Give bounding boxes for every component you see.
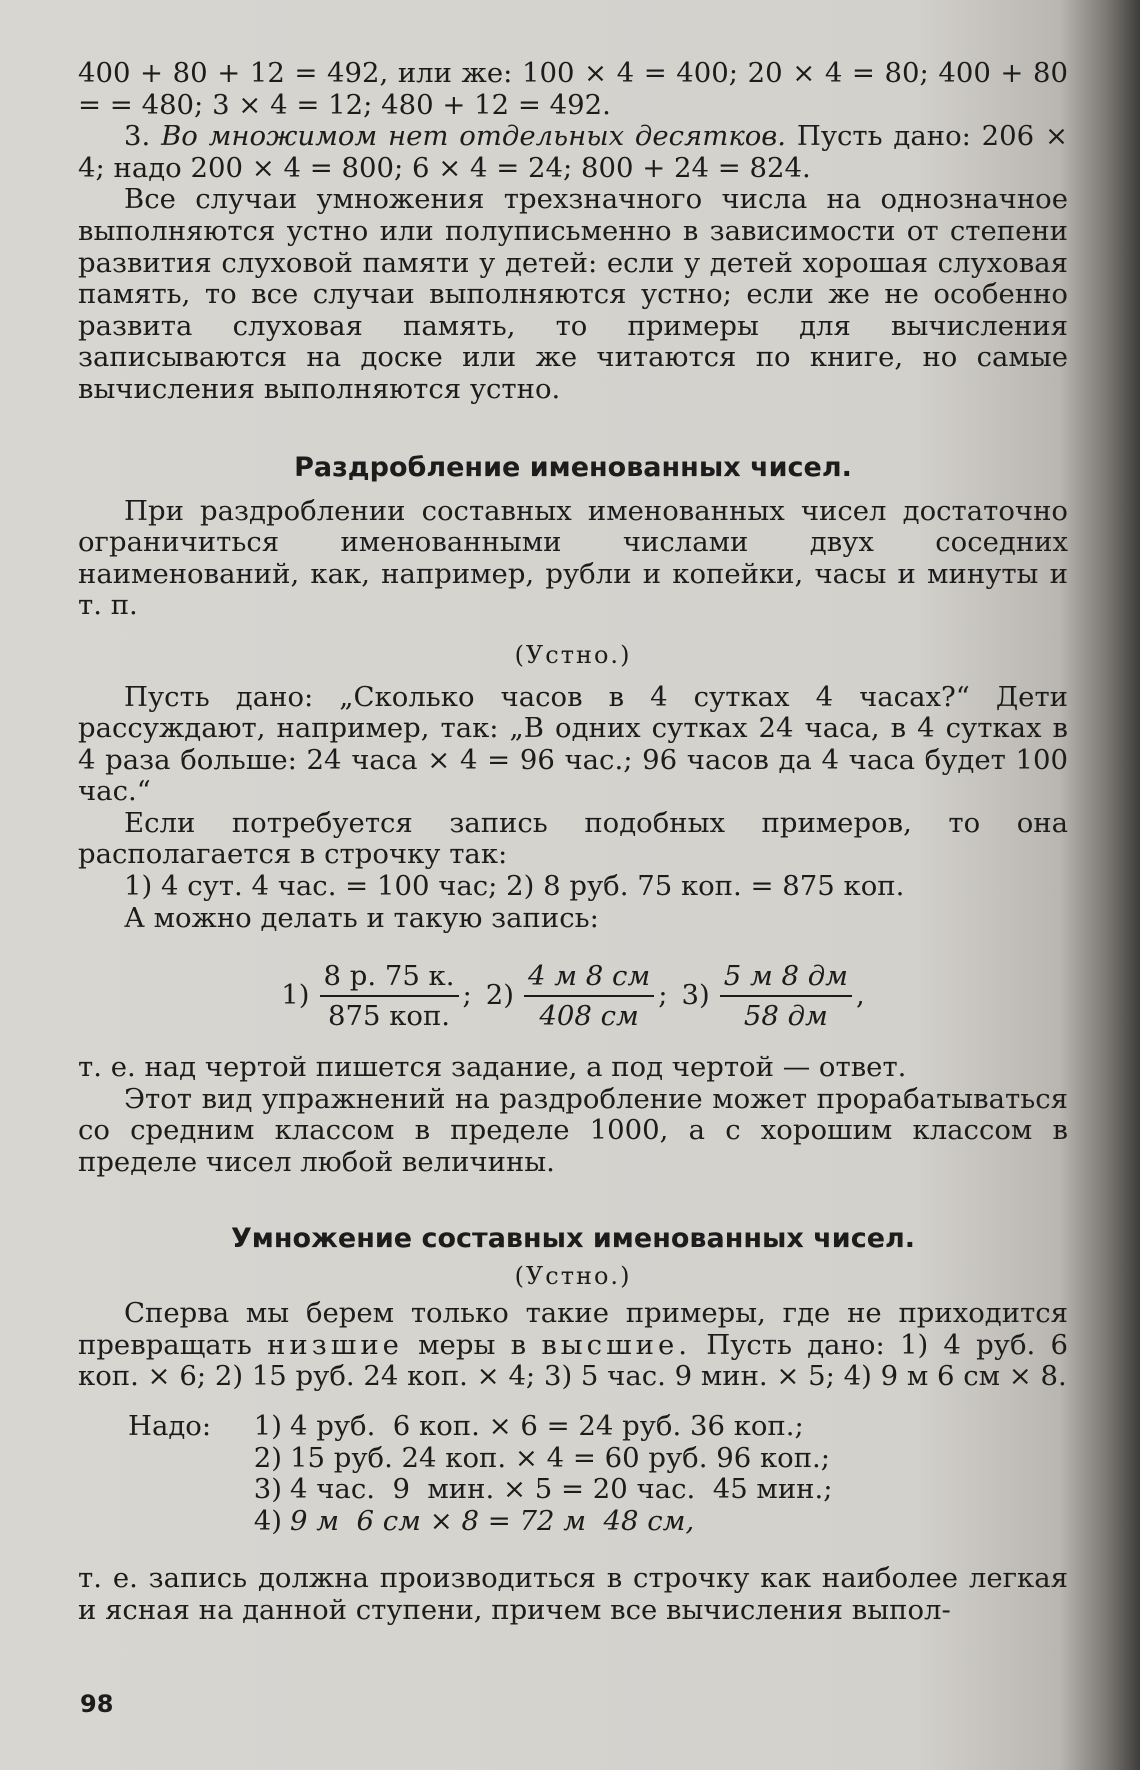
fraction-top: 4 м 8 см	[524, 959, 654, 997]
fraction-bottom: 58 дм	[743, 1000, 828, 1033]
paragraph-text: Сперва мы берем только такие примеры, где не приходится превращать	[78, 1297, 1068, 1361]
paragraph: т. е. над чертой пишется задание, а под чертой — ответ.	[78, 1051, 907, 1084]
paragraph: А можно делать и такую запись:	[124, 901, 599, 934]
oral-note: (Устно.)	[514, 640, 632, 669]
calculation-row	[128, 1474, 1068, 1506]
text-line: 400 + 80 + 12 = 492, или же: 100 × 4 = 400; 20 × 4 = 80; 400 + 80 = = 480; 3 × 4 = 12; 480 + 12 = 492.	[78, 57, 1068, 121]
calculation-text: 4 час. 9 мин. × 5 = 20 час. 45 мин.;	[290, 1473, 833, 1506]
fraction-separator: ;	[658, 979, 668, 1012]
fraction	[524, 959, 654, 1033]
spaced-word: высшие.	[541, 1328, 691, 1361]
item-number: 3.	[124, 120, 151, 153]
fraction-top: 5 м 8 дм	[720, 959, 852, 997]
calculation-text: 4 руб. 6 коп. × 6 = 24 руб. 36 коп.;	[290, 1410, 804, 1442]
calculation-row	[128, 1443, 1068, 1475]
oral-note: (Устно.)	[514, 1261, 632, 1290]
fraction	[320, 959, 459, 1033]
fraction-separator: ,	[855, 979, 865, 1012]
paragraph: Пусть дано: „Сколько часов в 4 сутках 4 часах?“ Дети рассуждают, например, так: „В одних сутках 24 часа, в 4 сутках в 4 раза больше: 24 часа × 4 = 96 час.; 96 часов да 4 часа будет 100 час.“	[78, 680, 1068, 808]
section-title: Умножение составных именованных чисел.	[230, 1222, 916, 1254]
paragraph: т. е. запись должна производиться в строчку как наиболее легкая и ясная на данной ступени, причем все вычисления выпол-	[78, 1562, 1068, 1626]
section-title: Раздробление именованных чисел.	[294, 451, 852, 483]
paragraph: Если потребуется запись подобных примеров, то она располагается в строчку так:	[78, 806, 1068, 871]
calculation-text: 9 м 6 см × 8 = 72 м 48 см,	[290, 1504, 695, 1537]
fraction-examples	[78, 948, 1068, 1044]
fraction-bottom: 408 см	[539, 1000, 639, 1033]
fraction-number: 1)	[281, 979, 310, 1012]
calculation-number: 3)	[253, 1473, 282, 1506]
fraction-number: 3)	[681, 979, 710, 1012]
calculation-row	[128, 1411, 1068, 1443]
fraction-item	[486, 959, 668, 1033]
page-number: 98	[80, 1690, 114, 1718]
fraction-item	[281, 959, 472, 1033]
calculation-label: Надо:	[128, 1410, 212, 1442]
paragraph-text: Пусть дано: 1) 4 руб. 6 коп. × 6; 2) 15 руб. 24 коп. × 4; 3) 5 час. 9 мин. × 5; 4) 9 м 6 см × 8.	[78, 1328, 1068, 1393]
paragraph	[78, 121, 1068, 184]
calculation-text: 15 руб. 24 коп. × 4 = 60 руб. 96 коп.;	[290, 1441, 831, 1474]
fraction	[720, 959, 852, 1033]
paragraph: 1) 4 сут. 4 час. = 100 час; 2) 8 руб. 75 коп. = 875 коп.	[124, 870, 905, 903]
calculation-row	[128, 1506, 1068, 1538]
calculation-number: 4)	[253, 1504, 282, 1537]
fraction-separator: ;	[462, 979, 472, 1012]
fraction-bottom: 875 коп.	[327, 1000, 451, 1033]
italic-heading: Во множимом нет отдельных десятков.	[161, 120, 787, 153]
paragraph: Этот вид упражнений на раздробление может прорабатываться со средним классом в пределе 1000, а с хорошим классом в пределе чисел любой величины.	[78, 1082, 1068, 1179]
calculation-number: 1)	[253, 1410, 282, 1442]
page-content	[78, 58, 1068, 1627]
spaced-word: низшие	[267, 1328, 403, 1361]
paragraph-text: меры в	[418, 1328, 527, 1361]
paragraph: При раздроблении составных именованных чисел достаточно ограничиться именованными числами двух соседних наименований, как, например, рубли и копейки, часы и минуты и т. п.	[78, 494, 1068, 622]
paragraph: Все случаи умножения трехзначного числа на однозначное выполняются устно или полуписьменно в зависимости от степени развития слуховой памяти у детей: если у детей хорошая слуховая память, то все случаи выполняются устно; если же не особенно развита слуховая память, то примеры для вычисления записываются на доске или же читаются по книге, но самые вычисления выполняются устно.	[78, 183, 1068, 405]
fraction-item	[682, 959, 865, 1033]
fraction-top: 8 р. 75 к.	[320, 959, 459, 997]
paragraph-text: Пусть дано: 206 × 4; надо 200 × 4 = 800; 6 × 4 = 24; 800 + 24 = 824.	[78, 120, 1069, 184]
calculation-number: 2)	[253, 1441, 282, 1474]
fraction-number: 2)	[485, 979, 514, 1012]
calculation-list	[128, 1411, 1068, 1537]
paragraph	[78, 1298, 1068, 1393]
